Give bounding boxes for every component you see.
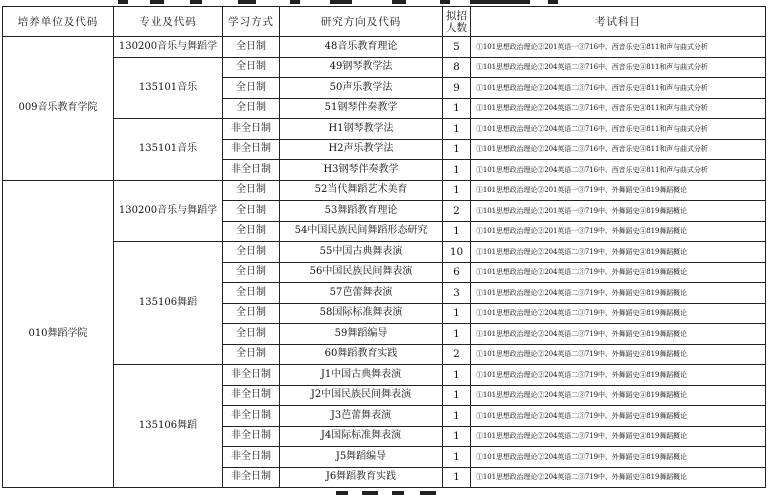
quota-cell: 3: [443, 283, 471, 304]
direction-cell: J5舞蹈编导: [280, 447, 443, 468]
direction-cell: H3钢琴伴奏教学: [280, 160, 443, 181]
quota-cell: 1: [443, 160, 471, 181]
mode-cell: 非全日制: [223, 385, 280, 406]
mode-cell: 非全日制: [223, 467, 280, 488]
direction-cell: 48音乐教育理论: [280, 37, 443, 58]
subjects-cell: ①101思想政治理论②204英语二③719中、外舞蹈史④819舞蹈概论: [471, 344, 766, 365]
mode-cell: 全日制: [223, 262, 280, 283]
table-row: [3, 57, 766, 78]
direction-cell: 49钢琴教学法: [280, 57, 443, 78]
subjects-cell: ①101思想政治理论②204英语二③719中、外舞蹈史④819舞蹈概论: [471, 385, 766, 406]
major-cell: 130200音乐与舞蹈学: [114, 37, 223, 58]
subjects-cell: ①101思想政治理论②201英语一③716中、西音乐史④811和声与曲式分析: [471, 37, 766, 58]
header-major: 专业及代码: [114, 7, 223, 37]
unit-cell: 009音乐教育学院: [3, 37, 114, 181]
subjects-cell: ①101思想政治理论②204英语二③719中、外舞蹈史④819舞蹈概论: [471, 426, 766, 447]
direction-cell: 53舞蹈教育理论: [280, 201, 443, 222]
quota-cell: 1: [443, 180, 471, 201]
subjects-cell: ①101思想政治理论②204英语二③716中、西音乐史④811和声与曲式分析: [471, 78, 766, 99]
subjects-cell: ①101思想政治理论②204英语二③719中、外舞蹈史④819舞蹈概论: [471, 365, 766, 386]
direction-cell: J2中国民族民间舞表演: [280, 385, 443, 406]
quota-cell: 1: [443, 447, 471, 468]
subjects-cell: ①101思想政治理论②204英语二③719中、外舞蹈史④819舞蹈概论: [471, 242, 766, 263]
subjects-cell: ①101思想政治理论②201英语一③719中、外舞蹈史④819舞蹈概论: [471, 201, 766, 222]
quota-cell: 1: [443, 406, 471, 427]
direction-cell: H2声乐教学法: [280, 139, 443, 160]
mode-cell: 非全日制: [223, 139, 280, 160]
direction-cell: 59舞蹈编导: [280, 324, 443, 345]
header-subjects: 考试科目: [471, 7, 766, 37]
mode-cell: 非全日制: [223, 160, 280, 181]
table-row: [3, 180, 766, 201]
subjects-cell: ①101思想政治理论②204英语二③719中、外舞蹈史④819舞蹈概论: [471, 324, 766, 345]
major-cell: 135106舞蹈: [114, 242, 223, 365]
major-cell: 135106舞蹈: [114, 365, 223, 488]
table-row: [3, 365, 766, 386]
table-row: [3, 119, 766, 140]
direction-cell: H1钢琴教学法: [280, 119, 443, 140]
header-unit: 培养单位及代码: [3, 7, 114, 37]
subjects-cell: ①101思想政治理论②204英语二③716中、西音乐史④811和声与曲式分析: [471, 119, 766, 140]
subjects-cell: ①101思想政治理论②204英语二③719中、外舞蹈史④819舞蹈概论: [471, 283, 766, 304]
mode-cell: 全日制: [223, 303, 280, 324]
direction-cell: 60舞蹈教育实践: [280, 344, 443, 365]
major-cell: 135101音乐: [114, 57, 223, 119]
quota-cell: 1: [443, 98, 471, 119]
mode-cell: 全日制: [223, 180, 280, 201]
subjects-cell: ①101思想政治理论②204英语二③719中、外舞蹈史④819舞蹈概论: [471, 467, 766, 488]
direction-cell: 57芭蕾舞表演: [280, 283, 443, 304]
table-row: [3, 242, 766, 263]
mode-cell: 全日制: [223, 57, 280, 78]
table-row: [3, 37, 766, 58]
direction-cell: J4国际标准舞表演: [280, 426, 443, 447]
admissions-table: [2, 6, 766, 488]
quota-cell: 1: [443, 467, 471, 488]
quota-cell: 1: [443, 385, 471, 406]
mode-cell: 全日制: [223, 242, 280, 263]
header-quota: 拟招人数: [443, 7, 471, 37]
quota-cell: 1: [443, 119, 471, 140]
direction-cell: 55中国古典舞表演: [280, 242, 443, 263]
mode-cell: 全日制: [223, 283, 280, 304]
quota-cell: 8: [443, 57, 471, 78]
direction-cell: 56中国民族民间舞表演: [280, 262, 443, 283]
subjects-cell: ①101思想政治理论②204英语二③719中、外舞蹈史④819舞蹈概论: [471, 262, 766, 283]
direction-cell: 52当代舞蹈艺术美育: [280, 180, 443, 201]
subjects-cell: ①101思想政治理论②204英语二③716中、西音乐史④811和声与曲式分析: [471, 139, 766, 160]
subjects-cell: ①101思想政治理论②204英语二③719中、外舞蹈史④819舞蹈概论: [471, 303, 766, 324]
quota-cell: 1: [443, 426, 471, 447]
quota-cell: 2: [443, 344, 471, 365]
subjects-cell: ①101思想政治理论②204英语二③719中、外舞蹈史④819舞蹈概论: [471, 406, 766, 427]
mode-cell: 非全日制: [223, 406, 280, 427]
subjects-cell: ①101思想政治理论②204英语二③716中、西音乐史④811和声与曲式分析: [471, 98, 766, 119]
subjects-cell: ①101思想政治理论②201英语一③719中、外舞蹈史④819舞蹈概论: [471, 180, 766, 201]
subjects-cell: ①101思想政治理论②201英语一③719中、外舞蹈史④819舞蹈概论: [471, 221, 766, 242]
mode-cell: 非全日制: [223, 426, 280, 447]
mode-cell: 全日制: [223, 324, 280, 345]
quota-cell: 1: [443, 221, 471, 242]
subjects-cell: ①101思想政治理论②204英语二③719中、外舞蹈史④819舞蹈概论: [471, 447, 766, 468]
direction-cell: 58国际标准舞表演: [280, 303, 443, 324]
quota-cell: 1: [443, 324, 471, 345]
direction-cell: 50声乐教学法: [280, 78, 443, 99]
mode-cell: 全日制: [223, 201, 280, 222]
quota-cell: 2: [443, 201, 471, 222]
subjects-cell: ①101思想政治理论②204英语二③716中、西音乐史④811和声与曲式分析: [471, 160, 766, 181]
page-footer-edge: [0, 489, 768, 495]
quota-cell: 10: [443, 242, 471, 263]
major-cell: 135101音乐: [114, 119, 223, 181]
mode-cell: 全日制: [223, 98, 280, 119]
mode-cell: 非全日制: [223, 119, 280, 140]
mode-cell: 非全日制: [223, 447, 280, 468]
direction-cell: J1中国古典舞表演: [280, 365, 443, 386]
quota-cell: 1: [443, 139, 471, 160]
major-cell: 130200音乐与舞蹈学: [114, 180, 223, 242]
header-mode: 学习方式: [223, 7, 280, 37]
quota-cell: 9: [443, 78, 471, 99]
mode-cell: 全日制: [223, 37, 280, 58]
table-body: [3, 7, 766, 488]
quota-cell: 5: [443, 37, 471, 58]
mode-cell: 全日制: [223, 78, 280, 99]
mode-cell: 全日制: [223, 344, 280, 365]
quota-cell: 1: [443, 365, 471, 386]
mode-cell: 全日制: [223, 221, 280, 242]
direction-cell: J3芭蕾舞表演: [280, 406, 443, 427]
mode-cell: 非全日制: [223, 365, 280, 386]
subjects-cell: ①101思想政治理论②204英语二③716中、西音乐史④811和声与曲式分析: [471, 57, 766, 78]
header-row: [3, 7, 766, 37]
direction-cell: 51钢琴伴奏教学: [280, 98, 443, 119]
unit-cell: 010舞蹈学院: [3, 180, 114, 488]
direction-cell: 54中国民族民间舞蹈形态研究: [280, 221, 443, 242]
quota-cell: 1: [443, 303, 471, 324]
header-direction: 研究方向及代码: [280, 7, 443, 37]
quota-cell: 6: [443, 262, 471, 283]
direction-cell: J6舞蹈教育实践: [280, 467, 443, 488]
